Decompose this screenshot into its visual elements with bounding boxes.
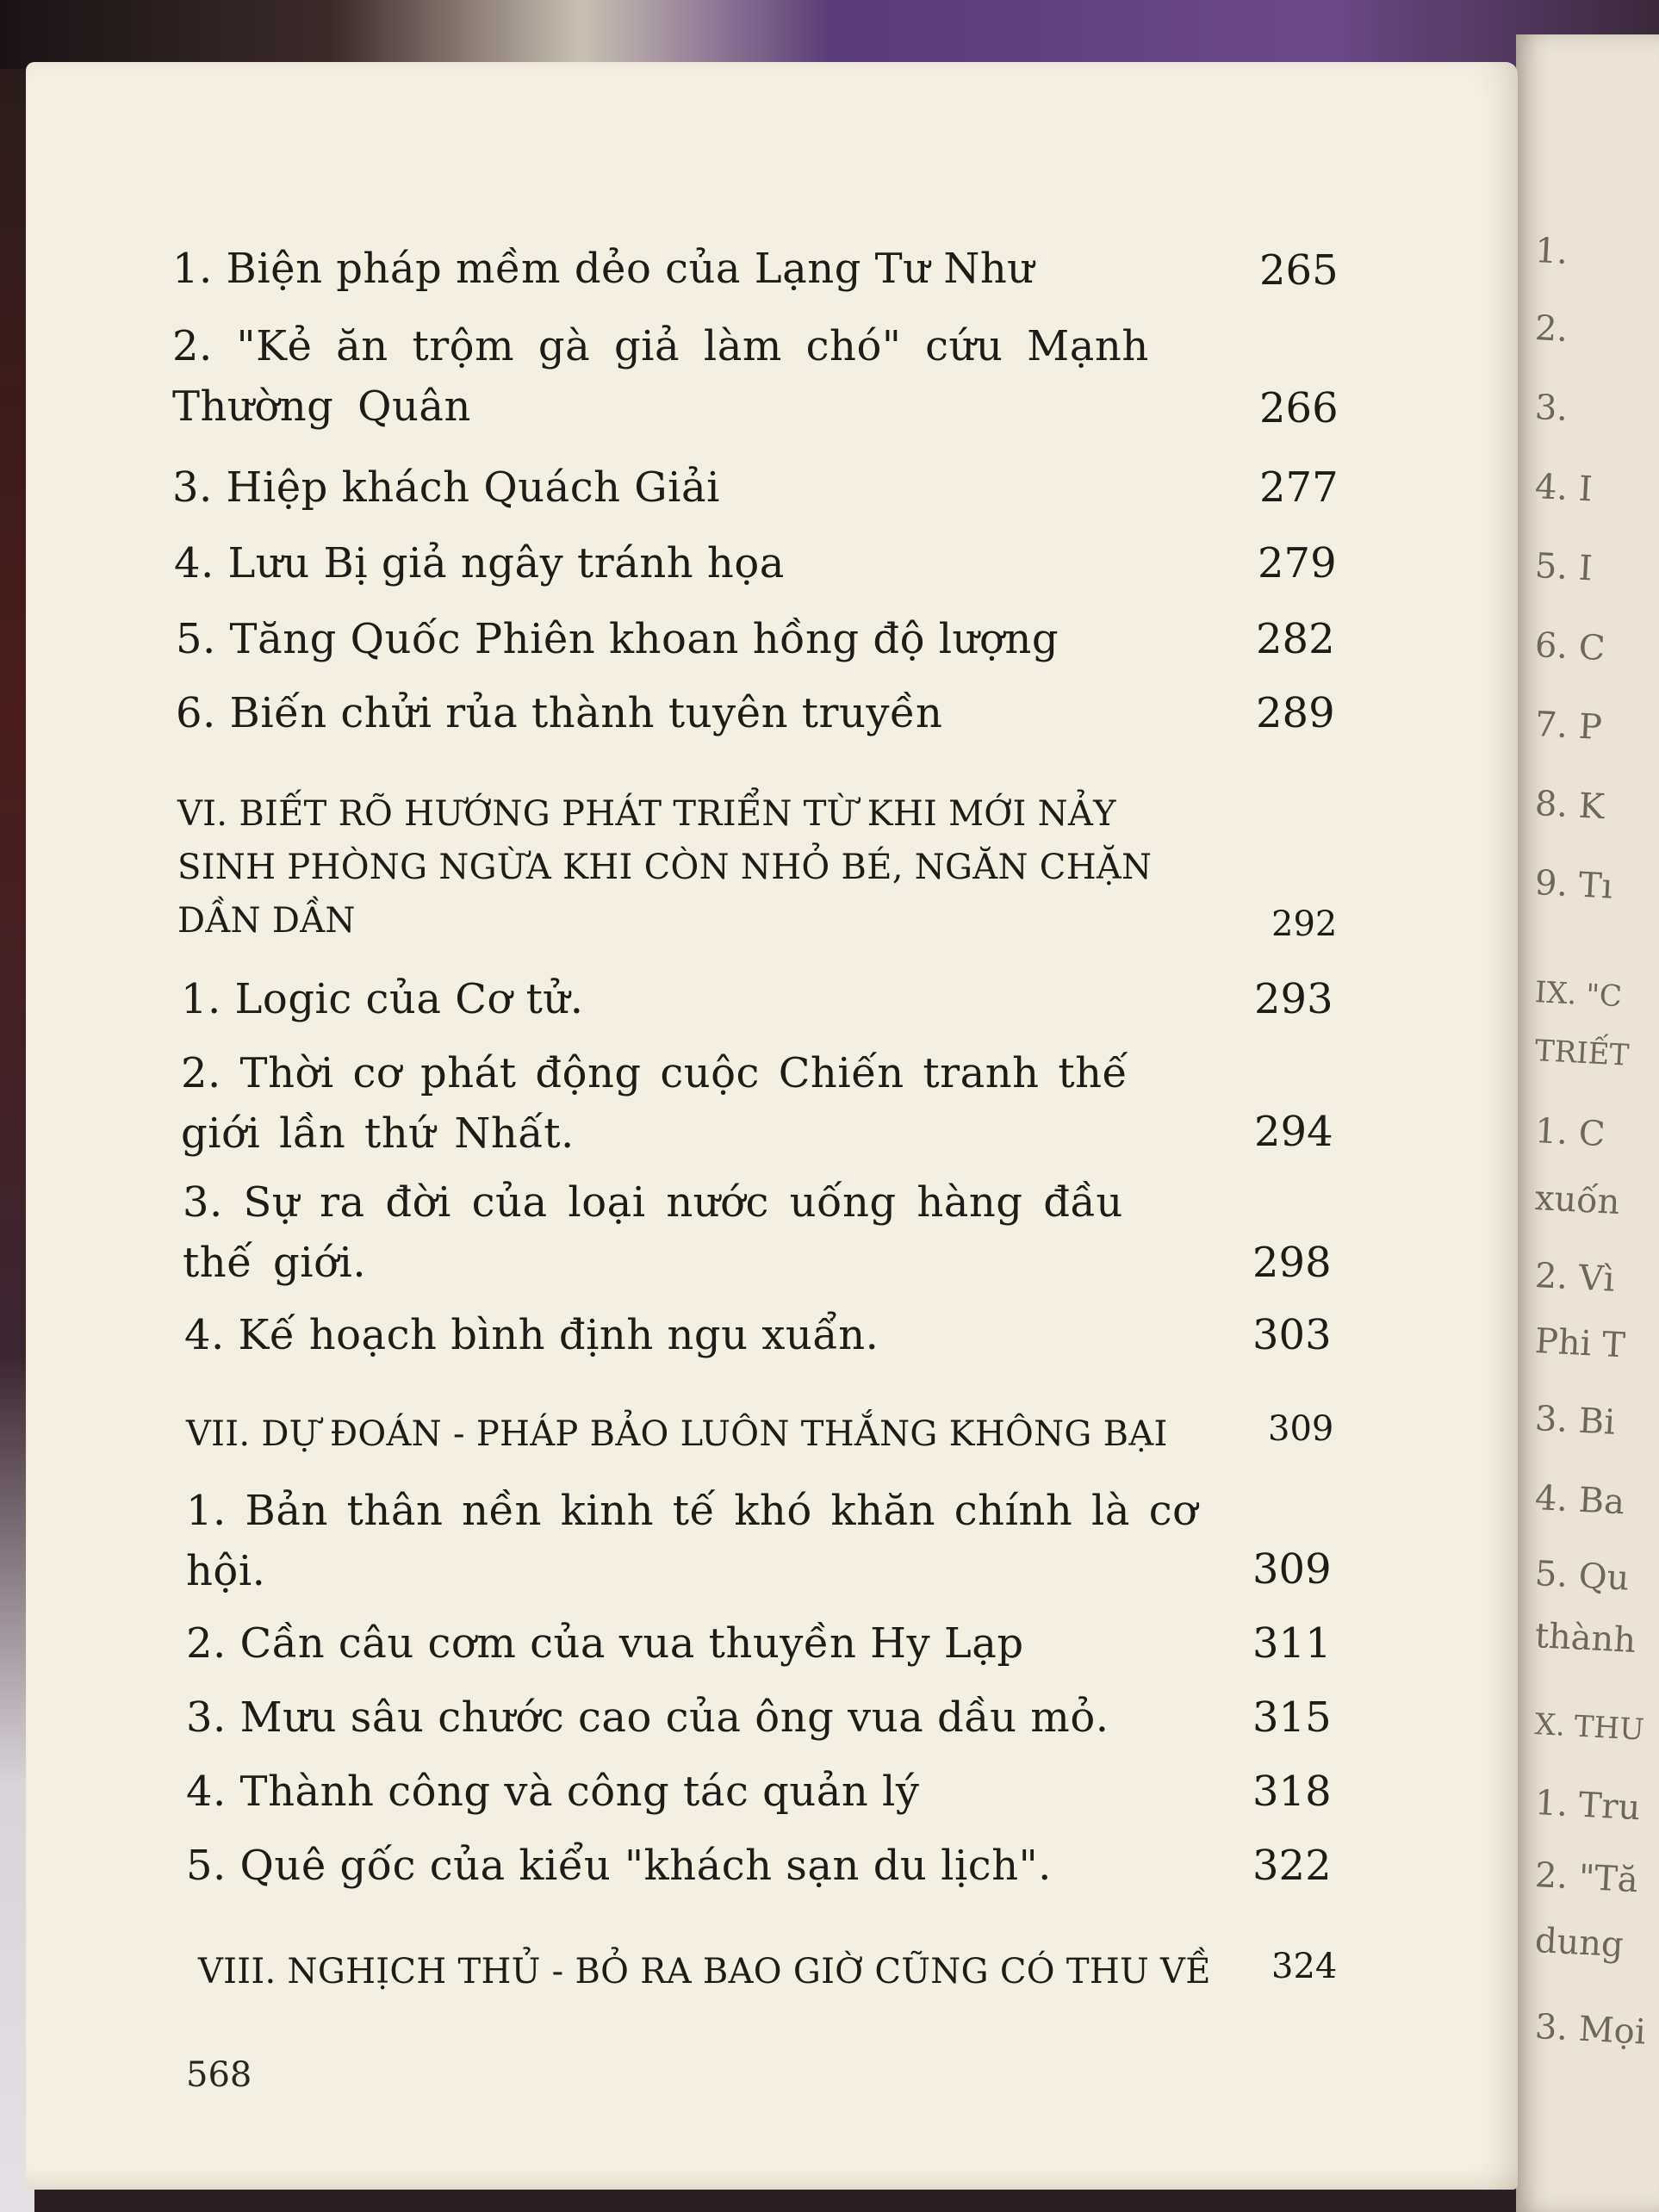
toc-entry [184, 1306, 1209, 1366]
toc-section-title: VIII. NGHỊCH THỦ - BỎ RA BAO GIỜ CŨNG CÓ THU VỀ [198, 1952, 1211, 1991]
toc-entry-page: 322 [1252, 1842, 1332, 1890]
facing-line: X. THU [1533, 1707, 1645, 1748]
toc-entry-page: 289 [1256, 689, 1335, 737]
toc-entry-title: 3. Mưu sâu chước cao của ông vua dầu mỏ. [186, 1693, 1109, 1742]
toc-entry-title: 2. "Kẻ ăn trộm gà giả làm chó" cứu Mạnh Thường Quân [172, 322, 1149, 431]
toc-section-heading [198, 1945, 1223, 1998]
toc-entry [186, 1688, 1211, 1749]
toc-entry-page: 279 [1258, 539, 1337, 587]
toc-entry-title: 1. Biện pháp mềm dẻo của Lạng Tư Như [172, 245, 1035, 293]
toc-entry-title: 4. Thành công và công tác quản lý [186, 1768, 920, 1816]
toc-entry-page: 265 [1259, 246, 1339, 295]
toc-entry [183, 1173, 1208, 1293]
toc-section-heading [177, 787, 1202, 948]
toc-entry [172, 239, 1206, 300]
facing-line: 9. Tı [1533, 863, 1614, 907]
toc-entry [174, 534, 1208, 594]
toc-entry-title: 4. Kế hoạch bình định ngu xuẩn. [184, 1311, 879, 1359]
toc-entry-page: 315 [1252, 1693, 1332, 1742]
toc-entry [176, 684, 1209, 744]
facing-line: 3. [1533, 388, 1569, 429]
toc-entry-title: 3. Hiệp khách Quách Giải [172, 463, 720, 512]
toc-section-title: VII. DỰ ĐOÁN - PHÁP BẢO LUÔN THẮNG KHÔNG BẠI [186, 1414, 1168, 1454]
toc-entry-title: 2. Thời cơ phát động cuộc Chiến tranh thế giới lần thứ Nhất. [181, 1049, 1128, 1158]
facing-line: 6. C [1533, 625, 1606, 669]
facing-line: IX. "C [1533, 975, 1623, 1015]
toc-entry-page: 309 [1252, 1545, 1332, 1594]
toc-entry-page: 294 [1254, 1108, 1333, 1156]
toc-entry [186, 1836, 1211, 1897]
toc-entry [176, 610, 1209, 670]
toc-entry-title: 5. Quê gốc của kiểu "khách sạn du lịch". [186, 1842, 1052, 1890]
toc-entry [172, 458, 1206, 519]
toc-entry [181, 1044, 1206, 1164]
toc-section-page: 309 [1268, 1409, 1334, 1449]
facing-line: 1. C [1533, 1111, 1606, 1155]
toc-entry [186, 1614, 1211, 1675]
facing-line: 2. "Tă [1533, 1855, 1639, 1901]
facing-line: thành [1533, 1616, 1637, 1662]
toc-entry-page: 303 [1252, 1311, 1332, 1359]
toc-section-page: 292 [1271, 904, 1338, 944]
toc-entry-title: 2. Cần câu cơm của vua thuyền Hy Lạp [186, 1619, 1024, 1668]
toc-entry-page: 318 [1252, 1768, 1332, 1816]
toc-entry-title: 1. Logic của Cơ tử. [181, 975, 584, 1023]
facing-line: 2. Vì [1533, 1256, 1616, 1300]
toc-entry-page: 277 [1259, 463, 1339, 512]
book-page [26, 62, 1518, 2190]
facing-line: 1. Tru [1533, 1783, 1642, 1829]
facing-line: 3. Bi [1533, 1399, 1617, 1443]
facing-line: 2. [1533, 308, 1569, 350]
toc-entry-title: 1. Bản thân nền kinh tế khó khăn chính là cơ hội. [186, 1487, 1198, 1595]
toc-entry-title: 4. Lưu Bị giả ngây tránh họa [174, 539, 785, 587]
toc-section-page: 324 [1271, 1947, 1338, 1986]
facing-line: dung [1533, 1921, 1625, 1966]
toc-entry-page: 266 [1259, 384, 1339, 432]
toc-entry-title: 6. Biến chửi rủa thành tuyên truyền [176, 689, 943, 737]
toc-section-title: VI. BIẾT RÕ HƯỚNG PHÁT TRIỂN TỪ KHI MỚI NẢY SINH PHÒNG NGỪA KHI CÒN NHỎ BÉ, NGĂN CHẶN DẦN DẦN [177, 794, 1153, 941]
toc-entry-title: 3. Sự ra đời của loại nước uống hàng đầu thế giới. [183, 1178, 1123, 1287]
toc-entry-page: 282 [1256, 615, 1335, 663]
facing-line: 8. K [1533, 784, 1606, 828]
toc-entry [172, 317, 1206, 437]
toc-entry-title: 5. Tăng Quốc Phiên khoan hồng độ lượng [176, 615, 1059, 663]
toc-section-heading [186, 1407, 1211, 1461]
toc-entry-page: 298 [1252, 1239, 1332, 1287]
toc-entry [186, 1762, 1211, 1823]
facing-line: Phi T [1533, 1321, 1626, 1366]
facing-page [1516, 34, 1659, 2212]
facing-line: xuốn [1533, 1178, 1621, 1223]
facing-line: TRIẾT [1533, 1034, 1631, 1073]
facing-line: 5. I [1533, 546, 1594, 589]
facing-line: 1. [1533, 231, 1569, 272]
facing-line: 4. I [1533, 467, 1594, 510]
facing-line: 3. Mọi [1533, 2007, 1647, 2053]
facing-line: 5. Qu [1533, 1554, 1631, 1599]
page-number: 568 [186, 2055, 252, 2095]
toc-entry [186, 1482, 1211, 1601]
toc-entry-page: 293 [1254, 975, 1333, 1023]
facing-line: 7. P [1533, 705, 1603, 749]
table-of-contents [26, 62, 1518, 2190]
facing-line: 4. Ba [1533, 1478, 1626, 1523]
toc-entry [181, 970, 1206, 1030]
toc-entry-page: 311 [1252, 1619, 1332, 1668]
